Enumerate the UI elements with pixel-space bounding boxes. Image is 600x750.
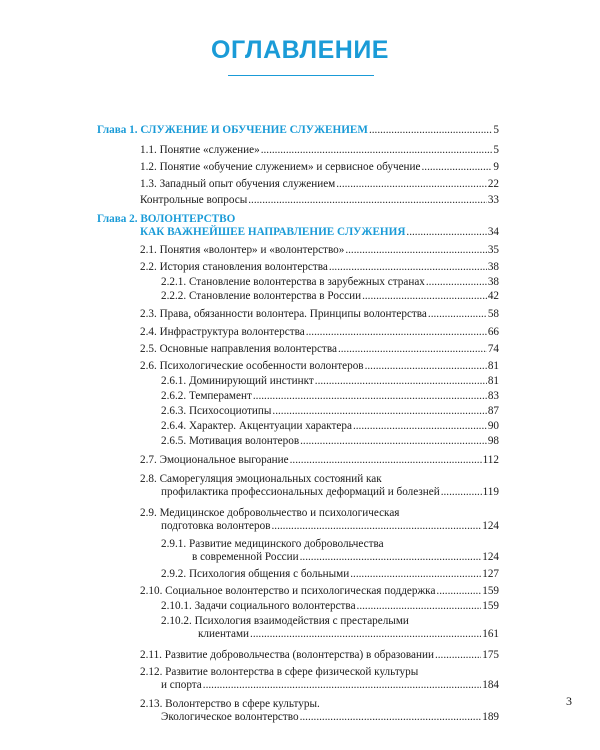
toc-entry[interactable] [161,538,499,564]
toc-entry[interactable] [161,290,499,303]
toc-entry-label: 2.2.2. Становление волонтерства в России [161,290,362,302]
toc-entry[interactable] [140,343,499,356]
toc-entry[interactable] [140,308,499,321]
leader-dots [428,308,487,321]
toc-page-number: 127 [482,568,499,580]
leader-dots [362,290,487,303]
toc-entry-label: 2.2. История становления волонтерства [140,261,328,273]
toc-page-number: 184 [482,679,499,691]
toc-entry[interactable] [161,420,499,433]
toc-entry-label-cont: профилактика профессиональных деформаций и болезней [161,486,440,498]
toc-page-number: 83 [487,390,499,402]
leader-dots [338,343,487,356]
toc-page-number: 81 [487,375,499,387]
toc-entry-label: 2.6. Психологические особенности волонтеров [140,360,364,372]
leader-dots [436,585,481,598]
toc-entry[interactable] [140,326,499,339]
toc-entry[interactable] [140,666,499,692]
toc-entry-label: 2.11. Развитие добровольчества (волонтерства) в образовании [140,649,434,661]
toc-page-number: 33 [487,194,499,206]
toc-page-number: 119 [482,486,499,498]
toc-entry-label: 2.1. Понятия «волонтер» и «волонтерство» [140,244,345,256]
toc-page-number: 5 [493,144,499,156]
toc-entry-label: 2.9.2. Психология общения с больными [161,568,350,580]
leader-dots [290,454,482,467]
toc-entry[interactable] [140,454,499,467]
page-number: 3 [566,694,572,708]
toc-entry[interactable] [161,600,499,613]
toc-entry-label: 2.5. Основные направления волонтерства [140,343,337,355]
toc-entry-label: 2.7. Эмоциональное выгорание [140,454,289,466]
toc-entry-label: 2.6.4. Характер. Акцентуации характера [161,420,352,432]
toc-entry[interactable] [140,473,499,499]
leader-dots [315,375,487,388]
toc-entry-label: 2.6.1. Доминирующий инстинкт [161,375,314,387]
toc-page-number: 38 [487,261,499,273]
toc-entry-label: 2.6.3. Психосоциотипы [161,405,272,417]
toc-entry-label: 2.12. Развитие волонтерства в сфере физической культуры [140,666,419,678]
toc-page-number: 175 [482,649,499,661]
toc-page-number: 189 [482,711,499,723]
toc-entry-label: 2.3. Права, обязанности волонтера. Принципы волонтерства [140,308,427,320]
toc-page-number: 5 [493,124,499,136]
toc-entry[interactable] [161,435,499,448]
toc-entry-label: Глава 2. ВОЛОНТЕРСТВО [97,213,236,225]
toc-entry-label: 2.10.1. Задачи социального волонтерства [161,600,356,612]
toc-entry-label: 2.8. Саморегуляция эмоциональных состояний как [140,473,382,485]
toc-page-number: 98 [487,435,499,447]
toc-page-number: 159 [482,600,499,612]
toc-page-number: 87 [487,405,499,417]
toc-entry-chapter-2[interactable] [97,213,499,239]
toc-entry[interactable] [140,649,499,662]
toc-entry[interactable] [140,360,499,373]
leader-dots [272,405,486,418]
toc-entry-label: 2.9. Медицинское добровольчество и психологическая [140,507,400,519]
leader-dots [250,628,481,641]
toc-entry-label: Глава 1. СЛУЖЕНИЕ И ОБУЧЕНИЕ СЛУЖЕНИЕМ [97,124,368,136]
toc-entry[interactable] [140,585,499,598]
toc-entry-label: 1.2. Понятие «обучение служением» и сервисное обучение [140,161,421,173]
toc-entry-label: 2.10. Социальное волонтерство и психологическая поддержка [140,585,436,597]
toc-entry-label: 1.3. Западный опыт обучения служением [140,178,336,190]
toc-entry[interactable] [161,390,499,403]
toc-entry[interactable] [161,615,499,641]
toc-entry[interactable] [161,375,499,388]
toc-entry[interactable] [161,276,499,289]
leader-dots [248,194,487,207]
toc-entry-label: 2.10.2. Психология взаимодействия с престарелыми [161,615,409,627]
toc-page-number: 22 [487,178,499,190]
toc-entry-label: Контрольные вопросы [140,194,248,206]
leader-dots [426,276,487,289]
leader-dots [365,360,487,373]
toc-page-number: 9 [493,161,499,173]
leader-dots [203,679,481,692]
toc-entry-label-cont: в современной России [192,551,299,563]
toc-entry-label: 2.13. Волонтерство в сфере культуры. [140,698,320,710]
toc-entry-label-cont: клиентами [198,628,250,640]
leader-dots [350,568,481,581]
toc-entry-label: 2.6.5. Мотивация волонтеров [161,435,300,447]
toc-page-number: 38 [487,276,499,288]
toc-entry-label-cont: и спорта [161,679,202,691]
toc-page-number: 90 [487,420,499,432]
toc-page-number: 66 [487,326,499,338]
leader-dots [422,161,493,174]
toc-entry[interactable] [140,698,499,724]
toc-page-number: 34 [487,226,499,238]
toc-entry[interactable] [140,261,499,274]
toc-entry[interactable] [140,178,499,191]
toc-entry-label-cont: подготовка волонтеров [161,520,271,532]
toc-entry-label-cont: Экологическое волонтерство [161,711,299,723]
leader-dots [329,261,487,274]
leader-dots [253,390,487,403]
toc-page-number: 81 [487,360,499,372]
toc-entry-label: 2.2.1. Становление волонтерства в зарубежных странах [161,276,425,288]
toc-page-number: 124 [482,520,499,532]
leader-dots [306,326,487,339]
leader-dots [345,244,486,257]
toc-page-number: 42 [487,290,499,302]
toc-entry-label: 2.9.1. Развитие медицинского добровольчества [161,538,384,550]
leader-dots [300,551,482,564]
leader-dots [357,600,482,613]
page-title: ОГЛАВЛЕНИЕ [211,36,389,64]
toc-entry[interactable] [140,507,499,533]
toc-entry-label-cont: КАК ВАЖНЕЙШЕЕ НАПРАВЛЕНИЕ СЛУЖЕНИЯ [140,226,406,238]
toc-page-number: 58 [487,308,499,320]
toc-entry[interactable] [140,144,499,157]
toc-page-number: 124 [482,551,499,563]
leader-dots [261,144,493,157]
toc-entry[interactable] [140,244,499,257]
leader-dots [300,711,482,724]
leader-dots [336,178,487,191]
toc-entry-label: 2.6.2. Темперамент [161,390,252,402]
leader-dots [300,435,487,448]
toc-entry[interactable] [140,194,499,207]
leader-dots [435,649,481,662]
leader-dots [353,420,487,433]
toc-page-number: 159 [482,585,499,597]
toc-entry[interactable] [140,161,499,174]
toc-entry-label: 2.4. Инфраструктура волонтерства [140,326,305,338]
title-underline [228,75,374,76]
toc-entry[interactable] [161,568,499,581]
toc-page-number: 112 [482,454,499,466]
toc-page-number: 35 [487,244,499,256]
toc-page-number: 74 [487,343,499,355]
leader-dots [272,520,482,533]
leader-dots [441,486,482,499]
toc-page-number: 161 [482,628,499,640]
toc-entry-label: 1.1. Понятие «служение» [140,144,260,156]
leader-dots [406,226,486,239]
toc-entry[interactable] [161,405,499,418]
toc-entry-chapter-1[interactable] [97,124,499,137]
leader-dots [369,124,492,137]
